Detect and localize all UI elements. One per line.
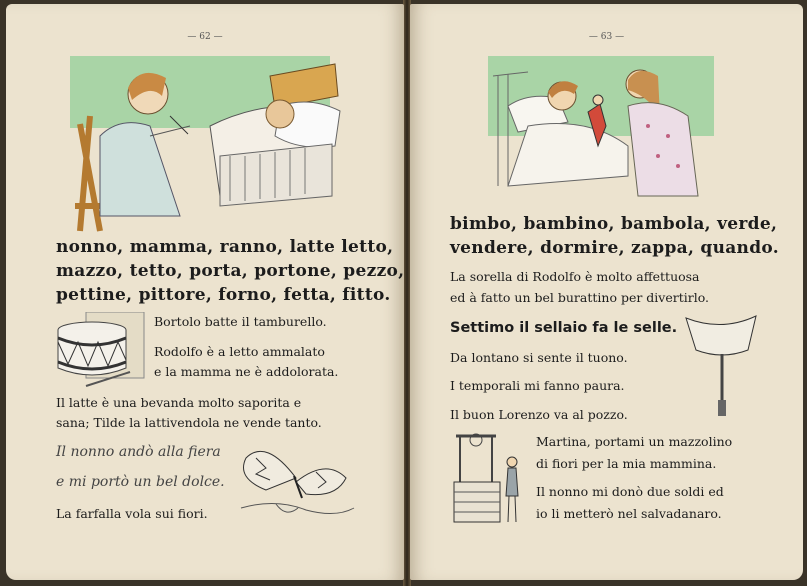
milk-line: sana; Tilde la lattivendola ne vende tanto. bbox=[56, 415, 322, 430]
saddle-illustration bbox=[682, 310, 762, 422]
page-number-right: — 63 — bbox=[588, 32, 625, 42]
left-page bbox=[6, 4, 404, 580]
right-page bbox=[410, 4, 803, 580]
soldi-line: io li metterò nel salvadanaro. bbox=[536, 506, 722, 521]
weather-line: I temporali mi fanno paura. bbox=[450, 378, 625, 393]
page-number-left: — 62 — bbox=[187, 32, 223, 42]
syllable-line: nonno, mamma, ranno, latte letto, bbox=[56, 237, 394, 257]
soldi-line: Il nonno mi donò due soldi ed bbox=[536, 484, 724, 499]
script-line: e mi portò un bel dolce. bbox=[56, 474, 225, 490]
script-line: Il nonno andò alla fiera bbox=[56, 444, 221, 460]
puppet-line: La sorella di Rodolfo è molto affettuosa bbox=[450, 269, 700, 284]
well-illustration bbox=[452, 426, 526, 526]
milk-line: Il latte è una bevanda molto saporita e bbox=[56, 395, 302, 410]
butterfly-illustration bbox=[236, 438, 356, 524]
butterfly-caption: La farfalla vola sui fiori. bbox=[56, 506, 208, 521]
rodolfo-line: e la mamma ne è addolorata. bbox=[154, 364, 339, 379]
drum-caption: Bortolo batte il tamburello. bbox=[154, 314, 327, 329]
weather-line: Da lontano si sente il tuono. bbox=[450, 350, 628, 365]
syllable-line: vendere, dormire, zappa, quando. bbox=[450, 238, 779, 258]
well-caption: Il buon Lorenzo va al pozzo. bbox=[450, 407, 628, 422]
sister-puppet-illustration bbox=[488, 56, 718, 202]
syllable-line: mazzo, tetto, porta, portone, pezzo, bbox=[56, 261, 404, 281]
mother-bed-illustration bbox=[70, 56, 342, 232]
martina-line: Martina, portami un mazzolino bbox=[536, 434, 733, 449]
puppet-line: ed à fatto un bel burattino per divertirlo. bbox=[450, 290, 709, 305]
syllable-line: pettine, pittore, forno, fetta, fitto. bbox=[56, 285, 391, 305]
martina-line: di fiori per la mia mammina. bbox=[536, 456, 717, 471]
saddle-line: Settimo il sellaio fa le selle. bbox=[450, 320, 678, 336]
rodolfo-line: Rodolfo è a letto ammalato bbox=[154, 344, 325, 359]
drum-illustration bbox=[56, 312, 146, 392]
syllable-line: bimbo, bambino, bambola, verde, bbox=[450, 214, 778, 234]
